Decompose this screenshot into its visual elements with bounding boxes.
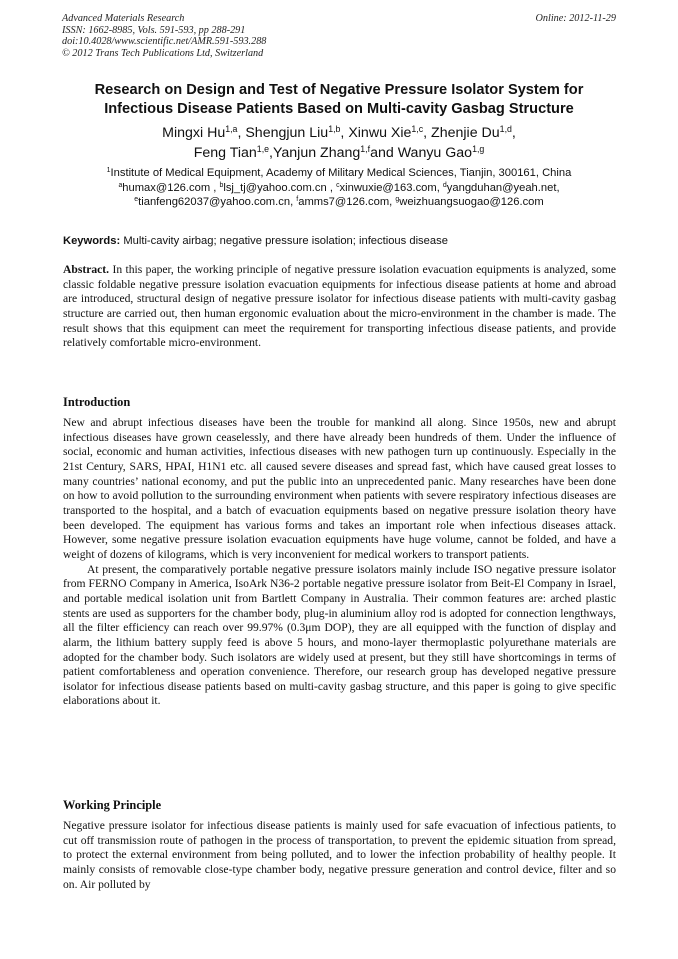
issn-line: ISSN: 1662-8985, Vols. 591-593, pp 288-291 — [62, 24, 246, 36]
keywords — [63, 234, 616, 248]
email[interactable]: $^b$lsj_tj@yahoo.com.cn — [219, 181, 327, 194]
copyright-line: © 2012 Trans Tech Publications Ltd, Switzerland — [62, 47, 264, 59]
working-principle-heading: Working Principle — [63, 798, 162, 812]
abstract — [63, 263, 616, 351]
paragraph: Negative pressure isolator for infectious disease patients is mainly used for safe evacuation of infectious patients, to cut off transmission route of pathogen in the process of transportation, to prevent the epidemic situation from spread, to protect the external environment from being polluted, and to lower the infection probability of healthy people. It mainly consists of removable close-type chamber body, negative pressure generation and control device, filter and so on. Air polluted by — [63, 819, 616, 891]
working-principle-body — [63, 819, 616, 892]
author: Shengjun Liu$^{1,b}$ — [245, 124, 341, 141]
journal-name: Advanced Materials Research — [62, 13, 185, 24]
email[interactable]: $^a$humax@126.com — [118, 181, 211, 194]
online-date: Online: 2012-11-29 — [535, 13, 616, 24]
email-line: $^e$tianfeng62037@yahoo.com.cn, $^f$amms7@126.com, $^g$weizhuangsuogao@126.com — [134, 196, 544, 209]
doi-line[interactable]: doi:10.4028/www.scientific.net/AMR.591-593.288 — [62, 36, 267, 48]
author-list: Mingxi Hu$^{1,a}$, Shengjun Liu$^{1,b}$, Xinwu Xie$^{1,c}$, Zhenjie Du$^{1,d}$, Feng Tian$^{1,e}$,Yanjun Zhang$^{1,f}$and Wanyu Gao$^{1,g}$ — [162, 124, 516, 161]
introduction-body — [63, 416, 616, 709]
paper-title: Research on Design and Test of Negative Pressure Isolator System for Infectious Disease Patients Based on Multi-cavity Gasbag Structure — [94, 82, 584, 117]
keywords-label: Keywords: — [63, 235, 121, 247]
author: Yanjun Zhang$^{1,f}$ — [272, 143, 371, 161]
author: Mingxi Hu$^{1,a}$ — [162, 124, 238, 141]
author: Wanyu Gao$^{1,g}$ — [397, 143, 485, 161]
author: Feng Tian$^{1,e}$ — [193, 143, 270, 161]
abstract-label: Abstract. — [63, 263, 110, 276]
abstract-text: In this paper, the working principle of negative pressure isolation evacuation equipments is analyzed, some classic foldable negative pressure isolation evacuation equipments for infectious disease patients at home and abroad are introduced, structural design of negative pressure isolator for infectious disease patients with multi-cavity gasbag structure are carried out, then human ergonomic evaluation about the micro-environment in the chamber is made. The result shows that this equipment can meet the requirement for transporting infectious disease patients, and provide relatively comfortable micro-environment. — [63, 263, 617, 350]
paragraph: New and abrupt infectious diseases have been the trouble for mankind all along. Since 1950s, new and abrupt infectious diseases have grown ceaselessly, and there have already been hundreds of them. Under the influence of social, economic and human activities, infectious diseases with new pathogen turn up continuously. Especially in the 21st Century, SARS, HPAI, H1N1 etc. all caused severe diseases and spread fast, which have caused great losses to many countries’ national economy, and put the public into an unprecedented panic. Many researches have been done on how to avoid pollution to the surrounding environment when patients with severe respiratory infectious diseases are transported to the hospital, and a batch of evacuation equipments based on negative pressure isolation theory have been developed. The equipment has various forms and takes an important role when infectious diseases attack. However, some negative pressure isolation evacuation equipments have huge volume, cannot be folded, and have a weight of dozens of kilograms, which is very inconvenient for medical workers to transport patients. — [63, 416, 616, 561]
author: Zhenjie Du$^{1,d}$ — [431, 124, 512, 141]
email[interactable]: $^f$amms7@126.com — [296, 196, 390, 209]
email[interactable]: $^e$tianfeng62037@yahoo.com.cn — [134, 196, 291, 209]
introduction-heading: Introduction — [63, 395, 131, 409]
affiliation: $^1$Institute of Medical Equipment, Academy of Military Medical Sciences, Tianjin, 300161, China — [106, 167, 572, 179]
paragraph: At present, the comparatively portable negative pressure isolators mainly include ISO negative pressure isolator from FERNO Company in America, IsoArk N36-2 portable negative pressure isolator from Beit-El Company in Israel, and portable medical isolation unit from Bartlett Company in Australia. Their common features are: arched plastic stents are used as supporters for the chamber body, plug-in aluminium alloy rod is adopted for connection lengthways, all the filter efficiency can reach over 99.97% (0.3μm DOP), they are all equipped with the function of display and alarm, the lithium battery supply feed is above 5 hours, and mono-layer thermoplastic polyurethane materials are adopted for the chamber body. Such isolators are widely used at present, but they still have shortcomings in terms of patient comfortableness and operation convenience. Therefore, our research group has developed negative pressure isolator for infectious disease patients based on multi-cavity gasbag structure, and this paper is going to give specific elaborations about it. — [63, 562, 616, 708]
email[interactable]: $^d$yangduhan@yeah.net — [442, 181, 557, 194]
author-and: and — [370, 144, 394, 161]
author: Xinwu Xie$^{1,c}$ — [348, 124, 424, 141]
email[interactable]: $^c$xinwuxie@163.com — [336, 181, 437, 194]
email-line: $^a$humax@126.com , $^b$lsj_tj@yahoo.com.cn , $^c$xinwuxie@163.com, $^d$yangduhan@yeah.net, — [118, 181, 560, 194]
journal-header — [62, 13, 616, 59]
email[interactable]: $^g$weizhuangsuogao@126.com — [395, 196, 544, 209]
keywords-text: Multi-cavity airbag; negative pressure isolation; infectious disease — [123, 235, 448, 247]
affiliation-block — [60, 166, 618, 210]
